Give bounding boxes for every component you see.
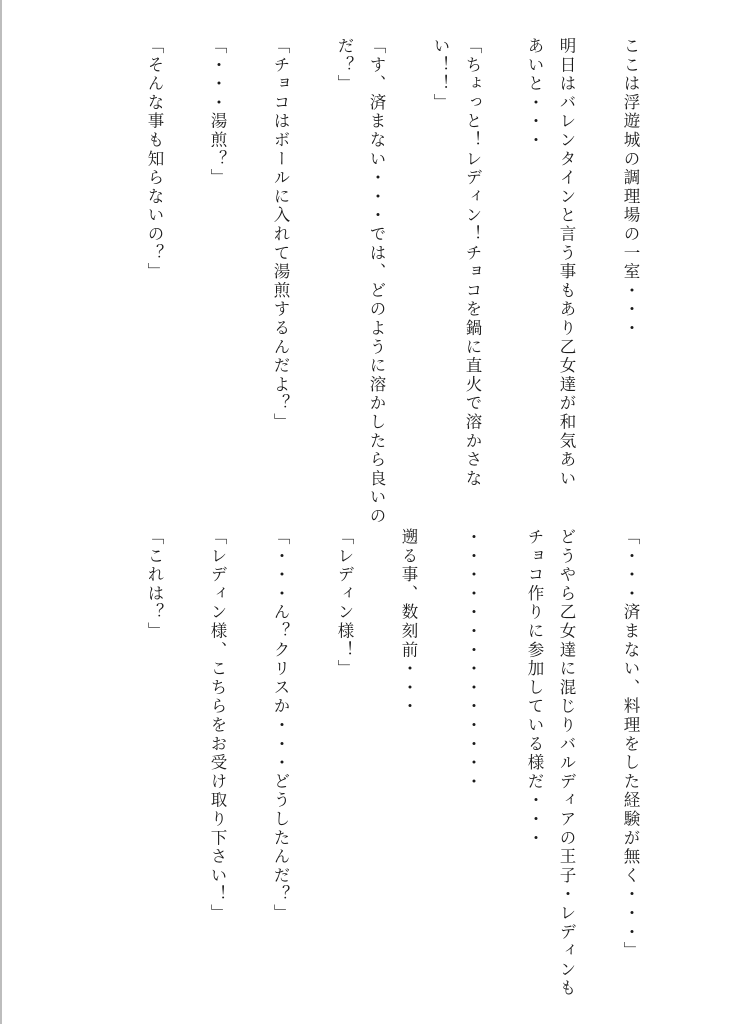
text-line: 「レディン様！」 [335, 528, 354, 679]
text-line: あいと・・・ [525, 37, 544, 150]
text-line: 「ちょっと！レディン！チョコを鍋に直火で溶かさな [463, 37, 482, 489]
text-line: 「・・・湯煎？」 [208, 37, 227, 188]
text-line: 明日はバレンタインと言う事もあり乙女達が和気あい [557, 37, 576, 489]
text-line: 「レディン様、こちらをお受け取り下さい！」 [208, 528, 227, 923]
text-line: 「これは？」 [145, 528, 164, 641]
text-line: ここは浮遊城の調理場の一室・・・ [621, 37, 640, 338]
text-line: 遡る事、数刻前・・・ [399, 528, 418, 716]
text-line: チョコ作りに参加している様だ・・・ [525, 528, 544, 848]
text-line: 「そんな事も知らないの？」 [145, 37, 164, 282]
text-line: ・・・・・・・・・・・・・・ [463, 528, 482, 792]
text-line: だ？」 [335, 37, 354, 94]
text-line: い！！」 [431, 37, 450, 113]
text-line: 「チョコはボールに入れて湯煎するんだよ？」 [271, 37, 290, 432]
text-line: 「・・・ん？クリスか・・・どうしたんだ？」 [271, 528, 290, 923]
text-line: どうやら乙女達に混じりバルディアの王子・レディンも [557, 528, 576, 998]
text-line: 「す、済まない・・・では、どのように溶かしたら良いの [367, 37, 386, 526]
text-line: 「・・・済まない、料理をした経験が無く・・・」 [621, 528, 640, 961]
